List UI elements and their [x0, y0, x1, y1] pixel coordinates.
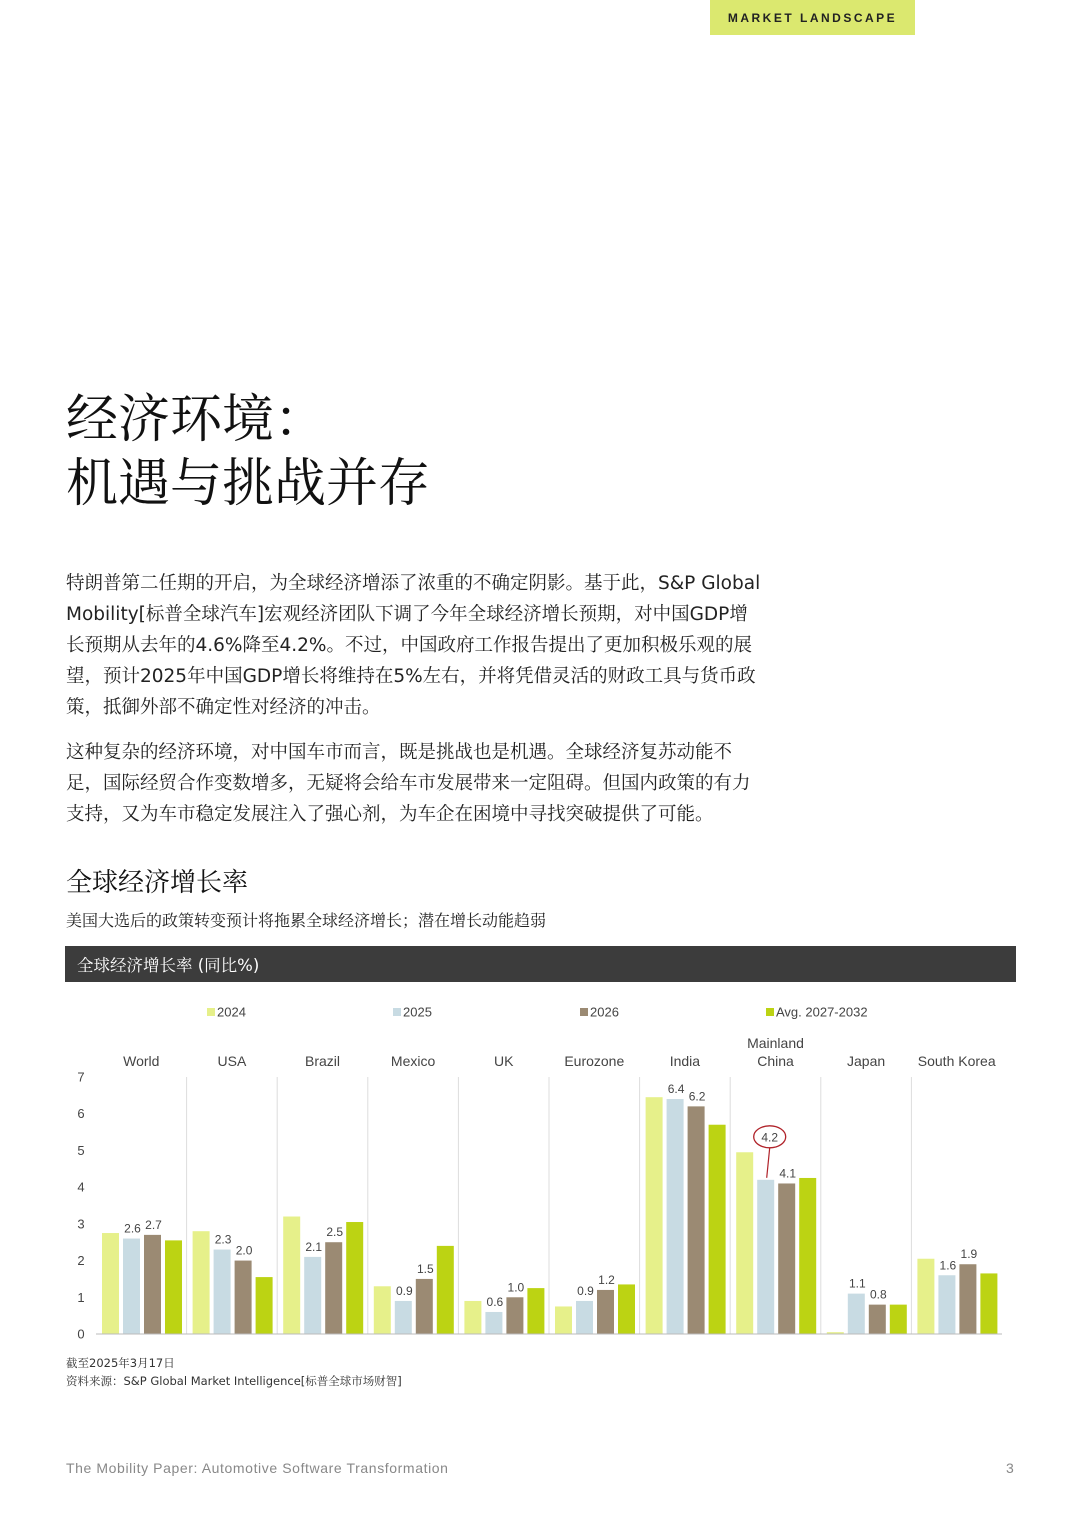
category-label: India: [669, 1053, 701, 1069]
category-label: China: [757, 1053, 794, 1069]
legend-label: 2026: [590, 1004, 619, 1020]
page-number: 3: [1006, 1460, 1014, 1476]
bar: [123, 1239, 140, 1334]
category-label: Mexico: [390, 1053, 436, 1069]
y-tick-label: 1: [77, 1289, 85, 1305]
y-tick-label: 6: [77, 1106, 85, 1122]
data-label: 0.8: [869, 1287, 887, 1302]
category-label: Eurozone: [564, 1053, 625, 1069]
bar: [799, 1178, 816, 1334]
legend-label: 2025: [403, 1004, 432, 1020]
data-label: 1.5: [416, 1261, 434, 1276]
bar: [709, 1125, 726, 1334]
y-tick-label: 3: [77, 1216, 85, 1232]
bar: [576, 1301, 593, 1334]
data-label: 2.1: [305, 1239, 323, 1254]
figure-subtitle: 美国大选后的政策转变预计将拖累全球经济增长；潜在增长动能趋弱: [66, 911, 547, 930]
page-title: [66, 388, 430, 516]
bar: [374, 1286, 391, 1334]
bar: [959, 1264, 976, 1334]
bar: [938, 1275, 955, 1334]
chart-notes: [66, 1354, 402, 1390]
category-label: World: [123, 1053, 160, 1069]
y-tick-label: 0: [77, 1326, 85, 1342]
figure-section-title: 全球经济增长率: [66, 868, 249, 898]
category-label: UK: [493, 1053, 514, 1069]
y-tick-label: 5: [77, 1142, 85, 1158]
title-line-1: 经济环境：: [66, 390, 327, 450]
chart-header: 全球经济增长率 (同比%): [65, 946, 1016, 982]
data-label: 2.3: [214, 1232, 232, 1247]
category-label: Mainland: [747, 1035, 804, 1051]
footer-publication: The Mobility Paper: Automotive Software Transformation: [66, 1460, 449, 1476]
bar: [102, 1233, 119, 1334]
data-label: 6.2: [688, 1089, 706, 1104]
bar: [304, 1257, 321, 1334]
bar: [485, 1312, 502, 1334]
highlight-leader: [767, 1148, 770, 1178]
bar: [890, 1305, 907, 1334]
body-paragraph-1: 特朗普第二任期的开启，为全球经济增添了浓重的不确定阴影。基于此，S&P Global Mobility[标普全球汽车]宏观经济团队下调了今年全球经济增长预期，对中国GDP增长预期从去年的4.6%降至4.2%。不过，中国政府工作报告提出了更加积极乐观的展望，预计2025年中国GDP增长将维持在5%左右，并将凭借灵活的财政工具与货币政策，抵御外部不确定性对经济的冲击。: [66, 573, 761, 718]
note-source: 资料来源：S&P Global Market Intelligence[标普全球市场财智]: [66, 1374, 402, 1388]
bar: [193, 1231, 210, 1334]
bar: [437, 1246, 454, 1334]
bar: [869, 1305, 886, 1334]
bar: [646, 1097, 663, 1334]
bar: [848, 1294, 865, 1334]
data-label: 2.0: [235, 1243, 253, 1258]
bar: [618, 1284, 635, 1334]
note-date: 截至2025年3月17日: [66, 1356, 175, 1370]
bar: [283, 1217, 300, 1334]
data-label: 0.9: [577, 1283, 594, 1298]
category-label: Japan: [847, 1053, 886, 1069]
data-label: 2.5: [326, 1225, 344, 1240]
data-label: 1.0: [507, 1280, 525, 1295]
bar: [667, 1099, 684, 1334]
category-label: South Korea: [917, 1053, 996, 1069]
y-tick-label: 2: [77, 1253, 85, 1269]
bar: [980, 1273, 997, 1334]
section-tag: MARKET LANDSCAPE: [710, 0, 915, 35]
bar: [736, 1152, 753, 1334]
body-paragraph-2: 这种复杂的经济环境，对中国车市而言，既是挑战也是机遇。全球经济复苏动能不足，国际经贸合作变数增多，无疑将会给车市发展带来一定阻碍。但国内政策的有力支持，又为车市稳定发展注入了强心剂，为车企在困境中寻找突破提供了可能。: [66, 742, 751, 825]
bar: [778, 1183, 795, 1334]
bar: [235, 1261, 252, 1334]
data-label: 0.6: [486, 1294, 504, 1309]
data-label: 2.6: [124, 1221, 141, 1236]
bar: [917, 1259, 934, 1334]
bar: [214, 1250, 231, 1334]
category-label: USA: [217, 1053, 247, 1069]
data-label: 1.9: [960, 1247, 978, 1262]
data-label: 1.2: [598, 1272, 615, 1287]
bar: [144, 1235, 161, 1334]
bar: [757, 1180, 774, 1334]
legend-label: Avg. 2027-2032: [776, 1004, 868, 1020]
bar: [464, 1301, 481, 1334]
category-label: Brazil: [304, 1053, 341, 1069]
title-line-2: 机遇与挑战并存: [66, 454, 431, 514]
bar: [527, 1288, 544, 1334]
y-tick-label: 4: [77, 1179, 85, 1195]
bar: [688, 1106, 705, 1334]
data-label: 2.7: [145, 1217, 162, 1232]
data-label: 6.4: [667, 1082, 685, 1097]
bar: [325, 1242, 342, 1334]
data-label: 4.1: [779, 1166, 797, 1181]
legend-swatch: [393, 1008, 401, 1016]
bar: [555, 1306, 572, 1334]
bar: [346, 1222, 363, 1334]
data-label: 1.6: [939, 1258, 957, 1273]
data-label: 1.1: [848, 1276, 866, 1291]
data-label: 4.2: [761, 1130, 779, 1145]
growth-bar-chart: [0, 990, 1080, 1350]
bar: [256, 1277, 273, 1334]
legend-swatch: [207, 1008, 215, 1016]
legend-swatch: [580, 1008, 588, 1016]
bar: [165, 1240, 182, 1334]
bar: [395, 1301, 412, 1334]
legend-swatch: [766, 1008, 774, 1016]
legend-label: 2024: [217, 1004, 246, 1020]
bar: [597, 1290, 614, 1334]
bar: [416, 1279, 433, 1334]
data-label: 0.9: [395, 1283, 413, 1298]
y-tick-label: 7: [77, 1069, 85, 1085]
bar: [506, 1297, 523, 1334]
